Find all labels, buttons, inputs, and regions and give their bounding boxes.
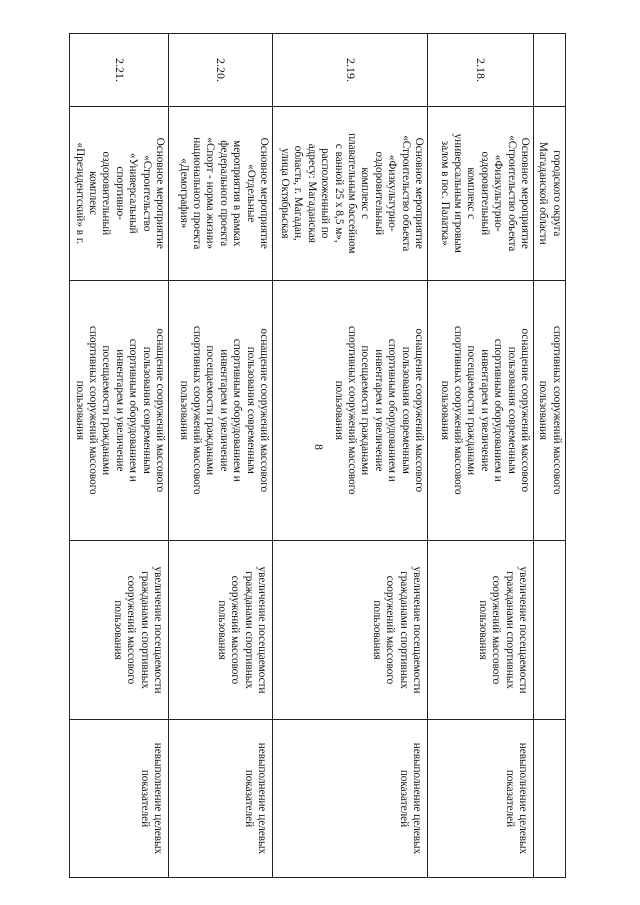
task-cell: оснащение сооружений массового пользования современным спортивным оборудованием и инвентарем и увеличение посещаемости гражданами спортивных сооружений массового пользования xyxy=(169,280,273,540)
risk-cell xyxy=(534,719,566,877)
result-cell xyxy=(534,541,566,720)
measure-name-cell: Основное мероприятие «Отдельные мероприятия в рамках федерального проекта «Спорт - норма жизни» национального проекта «Демография» xyxy=(169,106,273,280)
risk-cell: невыполнение целевых показателей xyxy=(169,719,273,877)
table-row-continuation xyxy=(534,34,566,878)
row-number: 2.19. xyxy=(273,34,428,107)
row-number: 2.20. xyxy=(169,34,273,107)
page-number-text: 8 xyxy=(312,444,326,450)
table-row xyxy=(70,34,169,878)
measures-table xyxy=(69,33,566,878)
measure-name-cell: Основное мероприятие «Строительство «Универсальный спортивно- оздоровительный комплекс «Президентский» в г. xyxy=(70,106,169,280)
table-row xyxy=(428,34,534,878)
result-cell: увеличение посещаемости гражданами спортивных сооружений массового пользования xyxy=(70,541,169,720)
task-cell: оснащение сооружений массового пользования современным спортивным оборудованием и инвентарем и увеличение посещаемости гражданами спортивных сооружений массового пользования xyxy=(273,280,428,540)
task-cell: оснащение сооружений массового пользования современным спортивным оборудованием и инвентарем и увеличение посещаемости гражданами спортивных сооружений массового пользования xyxy=(428,280,534,540)
result-cell: увеличение посещаемости гражданами спортивных сооружений массового пользования xyxy=(428,541,534,720)
task-cell: оснащение сооружений массового пользования современным спортивным оборудованием и инвентарем и увеличение посещаемости гражданами спортивных сооружений массового пользования xyxy=(70,280,169,540)
risk-cell: невыполнение целевых показателей xyxy=(428,719,534,877)
risk-cell: невыполнение целевых показателей xyxy=(70,719,169,877)
measure-name-cell: городского округа Магаданской области xyxy=(534,106,566,280)
risk-cell: невыполнение целевых показателей xyxy=(273,719,428,877)
row-number: 2.21. xyxy=(70,34,169,107)
measure-name-cell: Основное мероприятие «Строительство объекта «Физкультурно- оздоровительный комплекс с универсальным игровым залом в пос. Палатка» xyxy=(428,106,534,280)
row-number: 2.18. xyxy=(428,34,534,107)
measure-name-cell: Основное мероприятие «Строительство объекта «Физкультурно- оздоровительный комплекс с плавательным бассейном с ванной 25 x 8,5 м», расположенный по адресу: Магаданская область, г. Магадан, улица Октябрьская xyxy=(273,106,428,280)
table-row xyxy=(169,34,273,878)
task-cell: спортивных сооружений массового пользования xyxy=(534,280,566,540)
result-cell: увеличение посещаемости гражданами спортивных сооружений массового пользования xyxy=(169,541,273,720)
table-row xyxy=(273,34,428,878)
rotated-table-container xyxy=(73,33,566,878)
num-cell xyxy=(534,34,566,107)
result-cell: увеличение посещаемости гражданами спортивных сооружений массового пользования xyxy=(273,541,428,720)
